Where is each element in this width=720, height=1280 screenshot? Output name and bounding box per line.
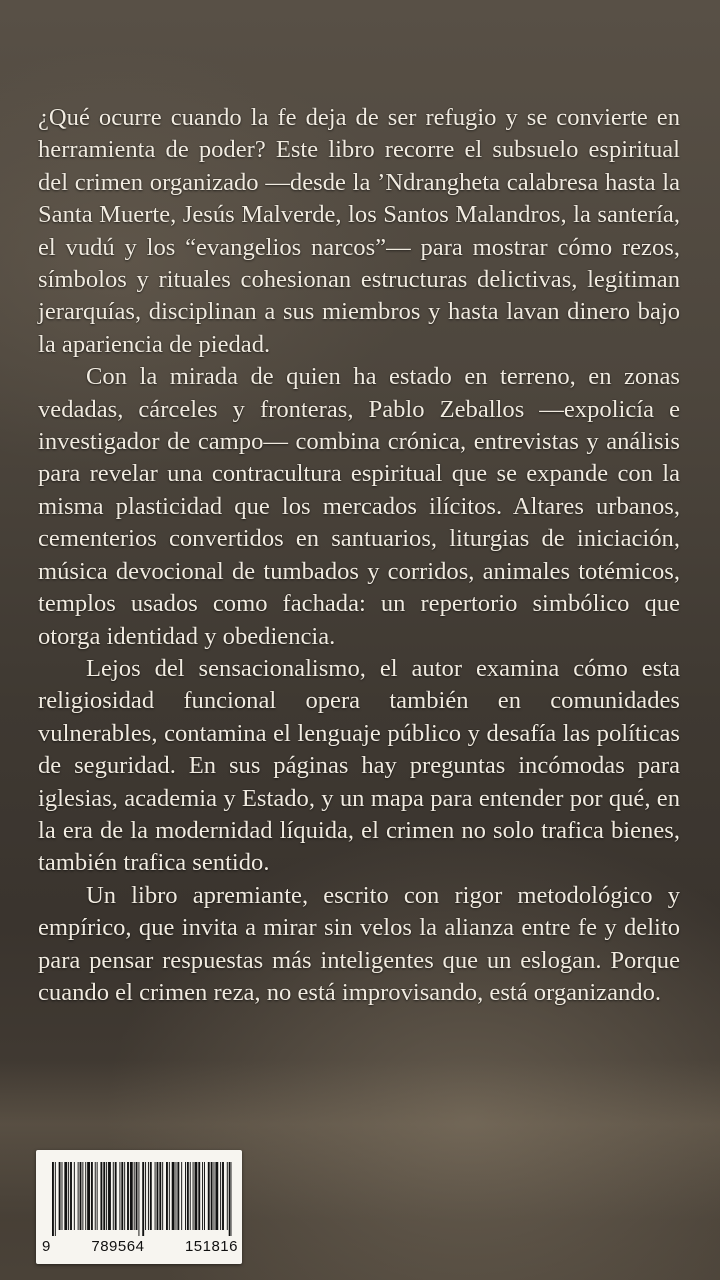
barcode-bar xyxy=(227,1162,228,1230)
blurb-paragraph-1: ¿Qué ocurre cuando la fe deja de ser refugio y se convierte en herramienta de poder? Este libro recorre el subsuelo espiritual del crimen organizado —desde la ’Ndrangheta calabresa hasta la Santa Muerte, Jesús Malverde, los Santos Malandros, la santería, el vudú y los “evangelios narcos”— para mostrar cómo rezos, símbolos y rituales cohesionan estructuras delictivas, legitiman jerarquías, disciplinan a sus miembros y hasta lavan dinero bajo la apariencia de piedad. xyxy=(38,104,680,358)
barcode-bar xyxy=(159,1162,161,1230)
barcode-digits xyxy=(42,1238,238,1255)
barcode-bar xyxy=(95,1162,96,1230)
barcode-bar xyxy=(82,1162,83,1230)
barcode-bar xyxy=(162,1162,163,1230)
barcode-bar xyxy=(172,1162,175,1230)
barcode-bar xyxy=(52,1162,54,1236)
barcode-bar xyxy=(103,1162,105,1230)
barcode-digit-first: 9 xyxy=(42,1238,51,1255)
barcode-bars-graphic xyxy=(52,1162,232,1236)
barcode-group-left: 789564 xyxy=(91,1238,145,1255)
blurb-paragraph-4: Un libro apremiante, escrito con rigor metodológico y empírico, que invita a mirar sin velos la alianza entre fe y delito para pensar respuestas más inteligentes que un eslogan. Porque cuando el crimen reza, no está improvisando, está organizando. xyxy=(38,881,680,1006)
blurb-paragraph-2: Con la mirada de quien ha estado en terreno, en zonas vedadas, cárceles y fronteras, Pablo Zeballos —expolicía e investigador de campo— combina crónica, entrevistas y análisis para revelar una contracultura espiritual que se expande con la misma plasticidad que los mercados ilícitos. Altares urbanos, cementerios convertidos en santuarios, liturgias de iniciación, música devocional de tumbados y corridos, animales totémicos, templos usados como fachada: un repertorio simbólico que otorga identidad y obediencia. xyxy=(38,363,680,650)
barcode-bar xyxy=(138,1162,139,1236)
barcode-bar xyxy=(127,1162,129,1230)
barcode-bar xyxy=(208,1162,210,1230)
barcode-bar xyxy=(220,1162,221,1230)
barcode-bar xyxy=(215,1162,218,1230)
barcode-bar xyxy=(121,1162,123,1230)
barcode-bar xyxy=(190,1162,191,1230)
barcode-bar xyxy=(70,1162,72,1230)
barcode-bar xyxy=(169,1162,170,1230)
barcode-bar xyxy=(185,1162,186,1230)
barcode-bar xyxy=(74,1162,75,1230)
barcode-bar xyxy=(80,1162,82,1230)
barcode-bar xyxy=(59,1162,61,1230)
barcode-bar xyxy=(130,1162,133,1230)
barcode-bar xyxy=(155,1162,156,1230)
barcode-bar xyxy=(97,1162,98,1230)
barcode-bar xyxy=(222,1162,224,1230)
barcode-bar xyxy=(187,1162,189,1230)
barcode-bar xyxy=(87,1162,90,1230)
barcode-bar xyxy=(150,1162,152,1230)
barcode-bar xyxy=(108,1162,111,1230)
isbn-barcode xyxy=(36,1150,242,1264)
barcode-bar xyxy=(78,1162,79,1230)
barcode-bar xyxy=(113,1162,114,1230)
barcode-bar xyxy=(198,1162,200,1230)
barcode-bar xyxy=(193,1162,194,1230)
barcode-bar xyxy=(68,1162,69,1230)
barcode-bar xyxy=(195,1162,198,1230)
barcode-bar xyxy=(166,1162,168,1230)
blurb-text xyxy=(38,102,680,1009)
barcode-bars xyxy=(52,1162,232,1236)
barcode-bar xyxy=(136,1162,138,1230)
barcode-bar xyxy=(142,1162,144,1236)
barcode-bar xyxy=(62,1162,63,1230)
barcode-bar xyxy=(100,1162,102,1230)
barcode-bar xyxy=(211,1162,213,1230)
barcode-bar xyxy=(181,1162,182,1230)
barcode-bar xyxy=(176,1162,177,1230)
barcode-bar xyxy=(85,1162,86,1230)
barcode-bar xyxy=(145,1162,146,1230)
barcode-group-right: 151816 xyxy=(184,1238,238,1255)
barcode-bar xyxy=(91,1162,93,1230)
barcode-bar xyxy=(157,1162,159,1230)
barcode-bar xyxy=(106,1162,107,1230)
barcode-bar xyxy=(204,1162,205,1230)
barcode-bar xyxy=(134,1162,135,1230)
barcode-bar xyxy=(202,1162,203,1230)
barcode-bar xyxy=(64,1162,67,1230)
barcode-bar xyxy=(148,1162,149,1230)
barcode-bar xyxy=(124,1162,125,1230)
blurb-paragraph-3: Lejos del sensacionalismo, el autor examina cómo esta religiosidad funcional opera también en comunidades vulnerables, contamina el lenguaje público y desafía las políticas de seguridad. En sus páginas hay preguntas incómodas para iglesias, academia y Estado, y un mapa para entender por qué, en la era de la modernidad líquida, el crimen no solo trafica bienes, también trafica sentido. xyxy=(38,654,680,877)
barcode-bar xyxy=(214,1162,215,1230)
barcode-bar xyxy=(229,1162,231,1236)
barcode-bar xyxy=(119,1162,120,1230)
barcode-bar xyxy=(115,1162,117,1230)
barcode-bar xyxy=(55,1162,56,1236)
barcode-bar xyxy=(177,1162,179,1230)
